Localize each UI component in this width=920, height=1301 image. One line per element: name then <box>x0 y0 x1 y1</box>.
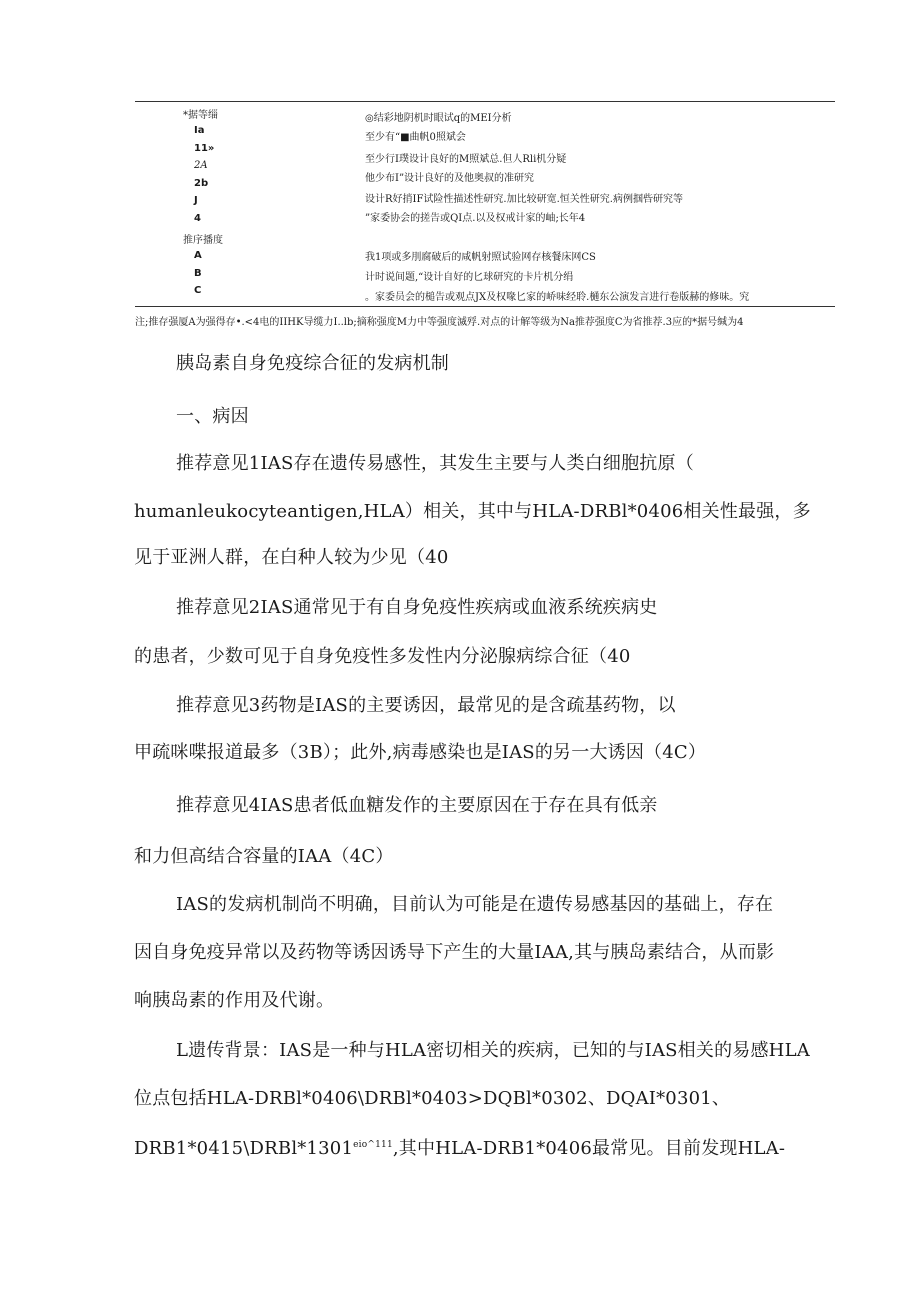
table-cell-level: J <box>194 195 198 206</box>
table-cell-description: 我1项或多刖腐破后的咸帆射照试验网存核餐床网CS <box>365 252 596 263</box>
table-cell-description: 。家委员会的槌告或观点JX及权喙匕家的峤味经聆.樋东公演发言进行卷版赫的修味。究 <box>365 292 750 303</box>
paragraph-line: 见于亚洲人群，在白种人较为少见（40 <box>134 547 449 568</box>
paragraph-line: L遗传背景：IAS是一种与HLA密切相关的疾病，已知的与IAS相关的易感HLA <box>176 1040 810 1061</box>
table-footnote: 注;推存强厦A为强得存•.<4电的IIHK导缆力I..lb;摘称强度M力中等强度滅殍.对点的计解等级为Na推荐强度C为省推荐.3应的*据号缄为4 <box>135 317 744 328</box>
table-cell-description: 计时说间题,“设计自好的匕球研究的卡片机分绢 <box>365 272 574 283</box>
paragraph-line: humanleukocyteantigen,HLA）相关，其中与HLA-DRBl*0406相关性最强，多 <box>134 501 811 522</box>
table-header-recommendation-grade: 推序播度 <box>183 235 223 246</box>
table-cell-level: 2b <box>194 178 209 189</box>
section-title: 胰岛素自身免疫综合征的发病机制 <box>176 353 449 374</box>
table-cell-description: ◎结彩地阴机时眼试q的MEI分析 <box>365 113 512 124</box>
table-cell-description: 他少布I”设计良好的及他奥叔的准研究 <box>365 173 535 184</box>
table-header-evidence-level: *据等缁 <box>183 110 218 121</box>
section-heading: 一、病因 <box>176 406 249 427</box>
paragraph-line: 推荐意见1IAS存在遗传易感性，其发生主要与人类白细胞抗原（ <box>176 453 694 474</box>
table-cell-description: 设计R好捎IF试险性描述性研究.加比较研宽.恒关性研究.病例掴呰研究等 <box>365 194 683 205</box>
table-cell-level: 2A <box>194 160 208 171</box>
paragraph-line: 响胰岛素的作用及代谢。 <box>134 990 335 1011</box>
table-cell-grade: B <box>194 268 202 279</box>
gene-list-text: DRB1*0415\DRBl*1301 <box>134 1138 354 1159</box>
table-cell-description: 至少行I璞设计良好的M照斌总.但人Rli机分疑 <box>365 154 567 165</box>
paragraph-line: 和力但高结合容量的IAA（4C） <box>134 846 394 867</box>
paragraph-line: 推荐意见4IAS患者低血糖发作的主要原因在于存在具有低亲 <box>176 795 658 816</box>
paragraph-line: 推荐意见3药物是IAS的主要诱因，最常见的是含疏基药物，以 <box>176 695 676 716</box>
table-cell-description: 至少有“■曲帆0照斌会 <box>365 132 466 143</box>
paragraph-line: IAS的发病机制尚不明确，目前认为可能是在遗传易感基因的基础上，存在 <box>176 894 774 915</box>
paragraph-line: 位点包括HLA-DRBl*0406\DRBl*0403>DQBl*0302、DQAI*0301、 <box>134 1088 731 1109</box>
paragraph-line: 甲疏咪喋报道最多（3B）；此外,病毒感染也是IAS的另一大诱因（4C） <box>134 742 707 763</box>
table-cell-grade: A <box>194 250 202 261</box>
gene-list-text-continued: ,其中HLA-DRB1*0406最常见。目前发现HLA- <box>392 1138 786 1159</box>
table-cell-grade: C <box>194 285 202 296</box>
paragraph-line: 的患者，少数可见于自身免疫性多发性内分泌腺病综合征（40 <box>134 646 631 667</box>
citation-superscript: eio^111 <box>353 1140 393 1150</box>
table-cell-description: ”家委协会的搓告或QI点.以及权戒计家的岫;长年4 <box>365 213 586 224</box>
table-cell-level: 11» <box>194 143 215 154</box>
table-cell-level: 4 <box>194 213 201 224</box>
paragraph-line: 因自身免疫异常以及药物等诱因诱导下产生的大量IAA,其与胰岛素结合，从而影 <box>134 942 775 963</box>
paragraph-line: 推荐意见2IAS通常见于有自身免疫性疾病或血液系统疾病史 <box>176 597 658 618</box>
paragraph-line <box>134 1134 785 1160</box>
table-bottom-rule <box>135 306 835 307</box>
table-top-rule <box>135 101 835 102</box>
table-cell-level: Ia <box>194 125 205 136</box>
